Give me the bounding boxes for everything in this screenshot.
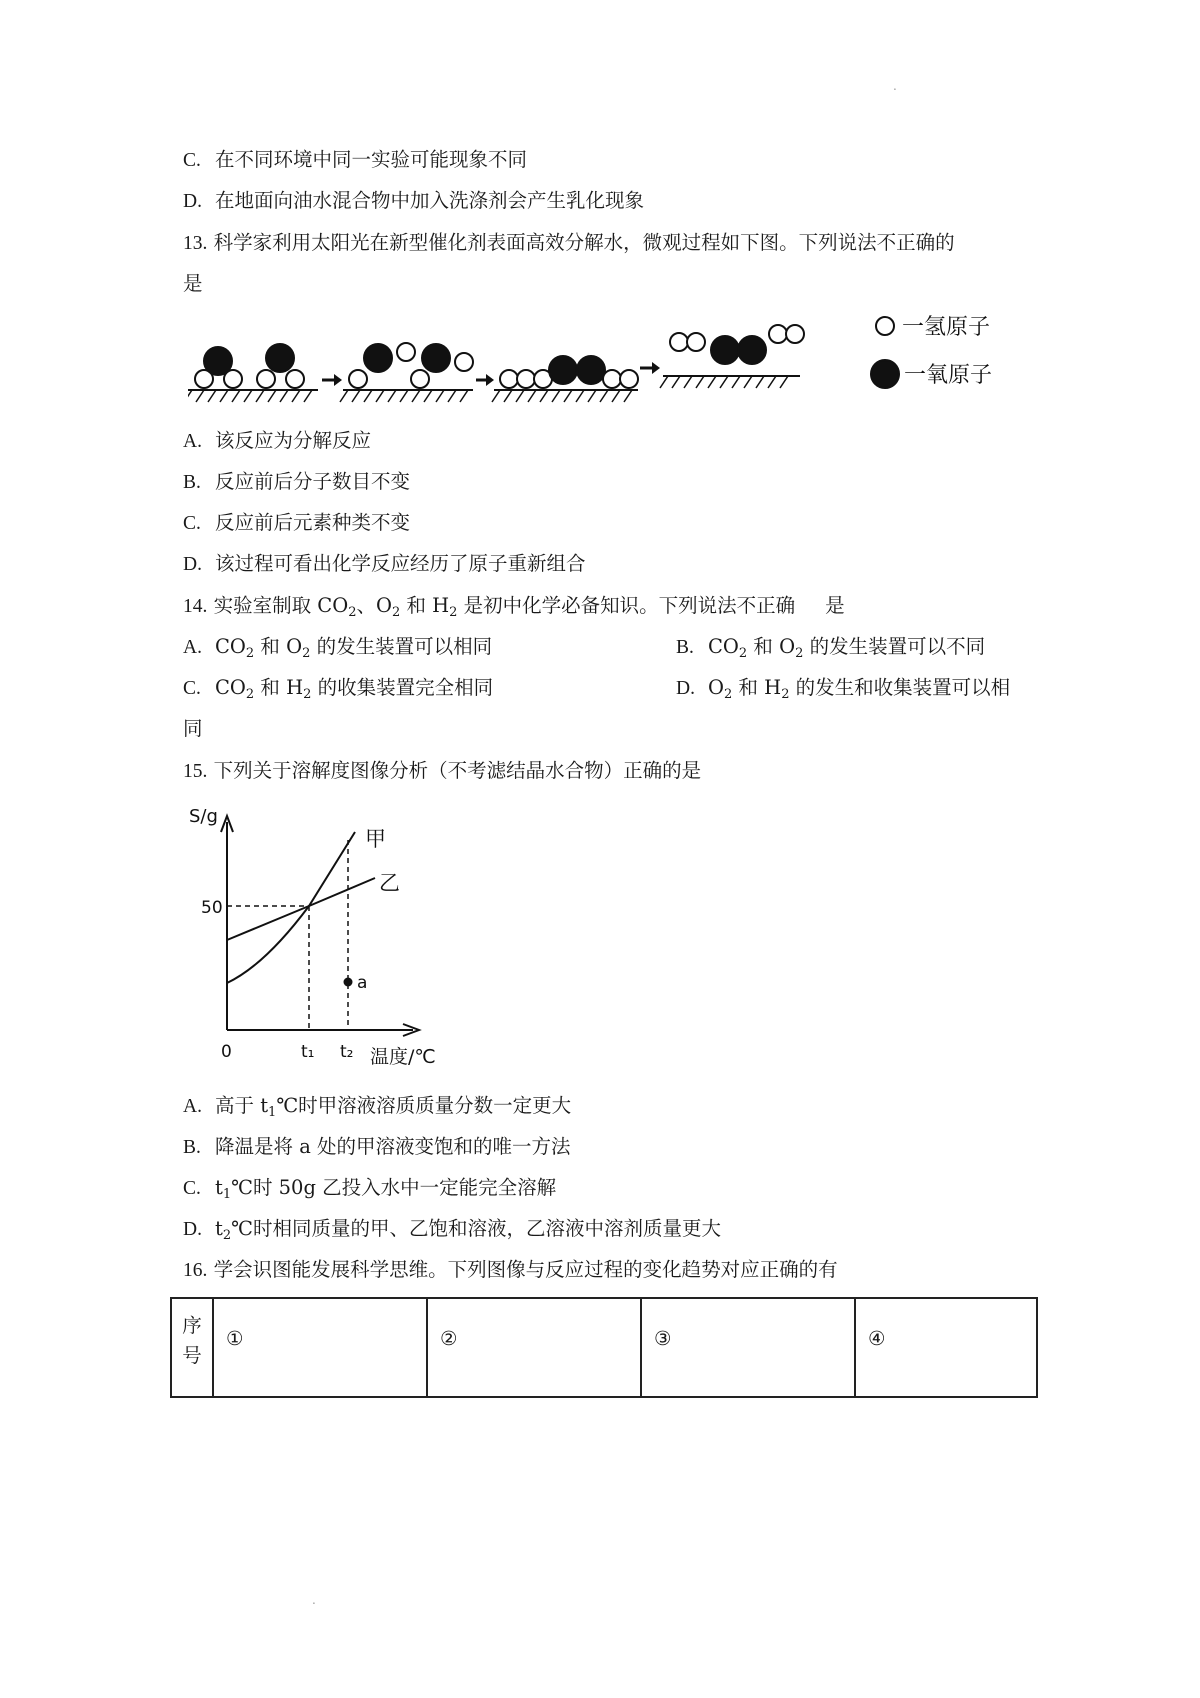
question-stem: 下列关于溶解度图像分析（不考滤结晶水合物）正确的是	[213, 759, 702, 782]
option-text: 高于 t	[215, 1094, 269, 1117]
option-text: 和 O	[747, 635, 796, 658]
q13-option-d	[183, 550, 586, 579]
question-number: 14.	[183, 596, 208, 617]
table-cell-seq	[171, 1298, 213, 1397]
subscript: 1	[222, 1187, 232, 1202]
q13-option-c	[183, 509, 410, 538]
option-text: 和 H	[732, 676, 782, 699]
cell-number: ①	[226, 1327, 244, 1350]
subscript: 1	[268, 1105, 277, 1120]
option-label: C.	[183, 513, 201, 534]
stem-part: 实验室制取 CO	[213, 594, 349, 617]
q14-option-c	[183, 674, 493, 709]
question-number: 15.	[183, 761, 208, 782]
q15-option-a	[183, 1092, 571, 1127]
q14-option-d-wrap	[183, 715, 203, 743]
cell-number: ④	[868, 1327, 886, 1350]
table-cell-1	[213, 1298, 427, 1397]
x-tick-t1: t₁	[301, 1042, 315, 1062]
subscript: 2	[391, 605, 401, 620]
option-label: A.	[183, 637, 202, 658]
cell-number: ②	[440, 1327, 458, 1350]
option-text: 反应前后元素种类不变	[215, 511, 411, 534]
q15-option-c	[183, 1174, 556, 1209]
option-text: 和 H	[254, 676, 304, 699]
option-label: B.	[183, 1137, 201, 1158]
q13-stem-line2	[183, 270, 203, 298]
option-label: C.	[183, 1178, 201, 1199]
curve-label-jia: 甲	[365, 827, 386, 851]
curve-label-yi: 乙	[379, 871, 400, 895]
stem-part: 和 H	[400, 594, 450, 617]
option-text: t	[215, 1217, 223, 1240]
option-text: ℃时相同质量的甲、乙饱和溶液，乙溶液中溶剂质量更大	[231, 1217, 721, 1240]
q13-option-b	[183, 468, 410, 497]
q12-option-c	[183, 146, 527, 175]
q12-option-d	[183, 187, 644, 216]
legend-oxygen: 一氧原子	[904, 363, 993, 388]
question-number: 16.	[183, 1260, 208, 1281]
option-text: 的收集装置完全相同	[311, 676, 494, 699]
option-label: B.	[183, 472, 201, 493]
q15-stem	[183, 757, 701, 786]
molecule-diagram	[188, 306, 1028, 416]
subscript: 2	[245, 646, 255, 661]
q15-option-b	[183, 1133, 571, 1162]
option-label: D.	[183, 191, 202, 212]
point-label-a: a	[357, 973, 368, 993]
subscript: 2	[348, 605, 357, 620]
q14-stem	[183, 592, 845, 627]
option-label: D.	[183, 554, 202, 575]
subscript: 2	[449, 605, 458, 620]
subscript: 2	[738, 646, 748, 661]
q13-option-a	[183, 427, 371, 456]
option-text: CO	[215, 676, 246, 699]
q16-stem	[183, 1256, 838, 1285]
option-text: CO	[215, 635, 246, 658]
subscript: 2	[724, 687, 733, 702]
page-mark: .	[893, 79, 897, 93]
option-text: O	[708, 676, 724, 699]
option-text: 的发生装置可以相同	[310, 635, 493, 658]
q13-stem-line1	[183, 229, 955, 258]
option-label: D.	[676, 678, 695, 699]
seq-char-2: 号	[182, 1344, 202, 1367]
subscript: 2	[302, 646, 311, 661]
q14-option-a	[183, 633, 492, 668]
table-cell-2	[427, 1298, 641, 1397]
x-axis-label: 温度/℃	[370, 1046, 436, 1068]
option-text: ℃时甲溶液溶质质量分数一定更大	[276, 1094, 572, 1117]
option-text: 该反应为分解反应	[215, 429, 372, 452]
q14-option-b	[676, 633, 985, 668]
stem-part: 是	[825, 594, 845, 617]
option-label: A.	[183, 1096, 202, 1117]
option-text: 在不同环境中同一实验可能现象不同	[215, 148, 528, 171]
option-text: t	[215, 1176, 223, 1199]
subscript: 2	[222, 1228, 232, 1243]
question-stem: 学会识图能发展科学思维。下列图像与反应过程的变化趋势对应正确的有	[213, 1258, 838, 1281]
question-stem: 科学家利用太阳光在新型催化剂表面高效分解水，微观过程如下图。下列说法不正确的	[213, 231, 955, 254]
y-axis-label: S/g	[189, 806, 218, 827]
subscript: 2	[303, 687, 312, 702]
option-text: 在地面向油水混合物中加入洗涤剂会产生乳化现象	[215, 189, 645, 212]
option-text: ℃时 50g 乙投入水中一定能完全溶解	[231, 1176, 557, 1199]
option-text: 反应前后分子数目不变	[215, 470, 411, 493]
page-mark-bottom: .	[312, 1593, 316, 1607]
x-tick-t2: t₂	[340, 1042, 354, 1062]
q16-table	[170, 1297, 1038, 1398]
table-cell-4	[855, 1298, 1037, 1397]
option-label: B.	[676, 637, 694, 658]
subscript: 2	[795, 646, 804, 661]
option-text: 同	[183, 717, 203, 740]
subscript: 2	[245, 687, 255, 702]
q14-option-d	[676, 674, 1010, 709]
q15-option-d	[183, 1215, 721, 1250]
option-text: 的发生和收集装置可以相	[789, 676, 1011, 699]
table-row	[171, 1298, 1037, 1397]
stem-part: 是初中化学必备知识。下列说法不正确	[457, 594, 796, 617]
question-number: 13.	[183, 233, 208, 254]
option-text: 和 O	[254, 635, 303, 658]
option-text: 该过程可看出化学反应经历了原子重新组合	[215, 552, 586, 575]
subscript: 2	[781, 687, 790, 702]
option-text: CO	[708, 635, 739, 658]
option-label: C.	[183, 150, 201, 171]
option-text: 降温是将 a 处的甲溶液变饱和的唯一方法	[215, 1135, 571, 1158]
point-a	[344, 978, 353, 987]
seq-char-1: 序	[182, 1314, 202, 1337]
option-text: 的发生装置可以不同	[803, 635, 986, 658]
table-cell-3	[641, 1298, 855, 1397]
legend-hydrogen: 一氢原子	[902, 315, 991, 340]
origin-label: 0	[221, 1042, 232, 1062]
y-tick-50: 50	[201, 898, 223, 918]
question-stem: 是	[183, 272, 203, 295]
option-label: D.	[183, 1219, 202, 1240]
option-label: C.	[183, 678, 201, 699]
cell-number: ③	[654, 1327, 672, 1350]
stem-part: 、O	[356, 594, 392, 617]
option-label: A.	[183, 431, 202, 452]
solubility-graph	[185, 800, 455, 1070]
